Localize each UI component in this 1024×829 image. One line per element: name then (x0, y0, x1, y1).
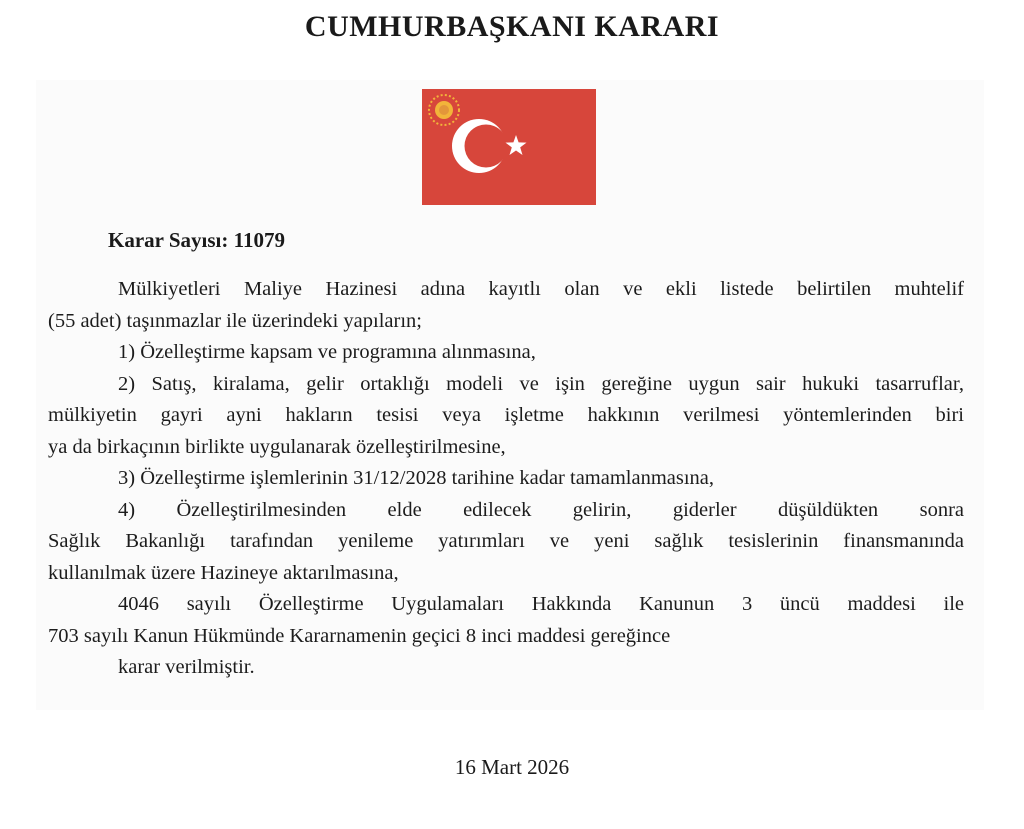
body-line: ya da birkaçının birlikte uygulanarak özelleştirilmesine, (48, 435, 506, 458)
decision-body (48, 274, 964, 684)
turkish-flag-icon (422, 89, 596, 205)
body-line: kullanılmak üzere Hazineye aktarılmasına, (48, 561, 399, 584)
body-line: 2) Satış, kiralama, gelir ortaklığı modeli ve işin gereğine uygun sair hukuki tasarruflar, (118, 372, 964, 395)
crescent-inner (465, 125, 508, 168)
body-line: Mülkiyetleri Maliye Hazinesi adına kayıtlı olan ve ekli listede belirtilen muhtelif (118, 278, 964, 300)
body-line: 4) Özelleştirilmesinden elde edilecek gelirin, giderler düşüldükten sonra (118, 498, 964, 521)
body-line: 4046 sayılı Özelleştirme Uygulamaları Hakkında Kanunun 3 üncü maddesi ile (118, 593, 964, 615)
body-line: (55 adet) taşınmazlar ile üzerindeki yapıların; (48, 309, 422, 332)
body-line: 703 sayılı Kanun Hükmünde Kararnamenin geçici 8 inci maddesi gereğince (48, 624, 671, 647)
decision-date: 16 Mart 2026 (454, 755, 570, 779)
page-title: CUMHURBAŞKANI KARARI (304, 10, 720, 43)
body-line: mülkiyetin gayri ayni hakların tesisi veya işletme hakkının verilmesi yöntemlerinden biri (48, 404, 964, 426)
decision-number: Karar Sayısı: 11079 (108, 228, 285, 252)
body-line: karar verilmiştir. (118, 656, 255, 678)
body-line: 3) Özelleştirme işlemlerinin 31/12/2028 tarihine kadar tamamlanmasına, (118, 467, 715, 489)
body-line: Sağlık Bakanlığı tarafından yenileme yatırımları ve yeni sağlık tesislerinin finansmanında (48, 530, 964, 552)
body-line: 1) Özelleştirme kapsam ve programına alınmasına, (118, 341, 536, 363)
